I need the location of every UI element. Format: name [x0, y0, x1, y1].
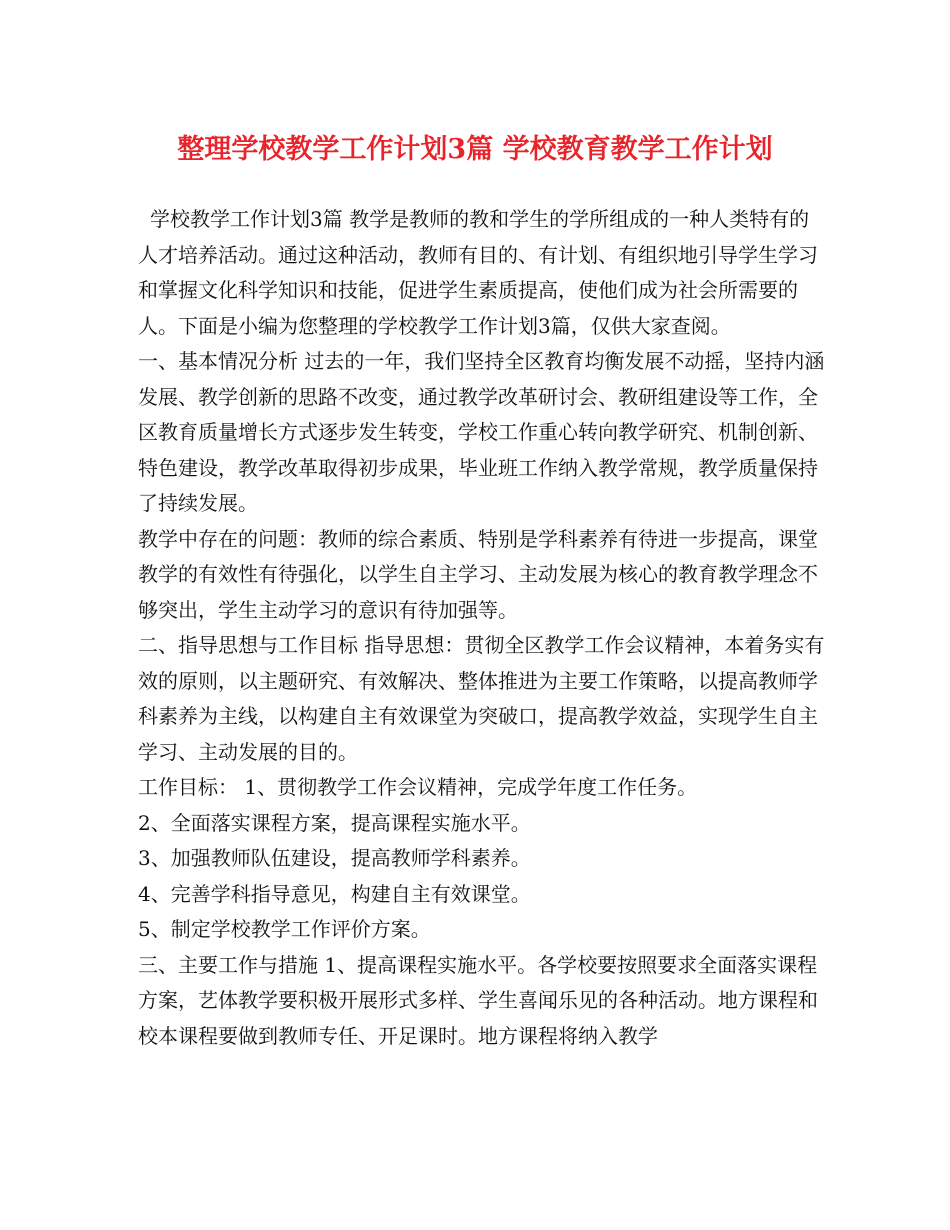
paragraph-intro: 学校教学工作计划3篇 教学是教师的教和学生的学所组成的一种人类特有的人才培养活动。通过这种活动，教师有目的、有计划、有组织地引导学生学习和掌握文化科学知识和技能，促进学生素质提高，使他们成为社会所需要的人。下面是小编为您整理的学校教学工作计划3篇，仅供大家查阅。	[138, 207, 818, 338]
paragraph-goal-2: 2、全面落实课程方案，提高课程实施水平。	[138, 810, 531, 835]
paragraph-problems: 教学中存在的问题：教师的综合素质、特别是学科素养有待进一步提高，课堂教学的有效性有待强化，以学生自主学习、主动发展为核心的教育教学理念不够突出，学生主动学习的意识有待加强等。	[138, 526, 818, 622]
paragraph-goal-5: 5、制定学校教学工作评价方案。	[138, 917, 431, 941]
paragraph-guiding-ideology: 二、指导思想与工作目标 指导思想：贯彻全区教学工作会议精神，本着务实有效的原则，以主题研究、有效解决、整体推进为主要工作策略，以提高教师学科素养为主线，以构建自主有效课堂为突破口，提高教学效益，实现学生自主学习、主动发展的目的。	[138, 633, 825, 764]
paragraph-goal-3: 3、加强教师队伍建设，提高教师学科素养。	[138, 846, 531, 870]
paragraph-goal-1: 工作目标： 1、贯彻教学工作会议精神，完成学年度工作任务。	[138, 775, 698, 799]
paragraph-main-work: 三、主要工作与措施 1、提高课程实施水平。各学校要按照要求全面落实课程方案，艺体教学要积极开展形式多样、学生喜闻乐见的各种活动。地方课程和校本课程要做到教师专任、开足课时。地方课程将纳入教学	[138, 952, 818, 1048]
document-title: 整理学校教学工作计划3篇 学校教育教学工作计划	[177, 134, 773, 165]
document-body	[138, 202, 828, 1054]
paragraph-goal-4: 4、完善学科指导意见，构建自主有效课堂。	[138, 881, 531, 906]
paragraph-situation-analysis: 一、基本情况分析 过去的一年，我们坚持全区教育均衡发展不动摇，坚持内涵发展、教学创新的思路不改变，通过教学改革研讨会、教研组建设等工作，全区教育质量增长方式逐步发生转变，学校工作重心转向教学研究、机制创新、特色建设，教学改革取得初步成果，毕业班工作纳入教学常规，教学质量保持了持续发展。	[138, 349, 825, 515]
